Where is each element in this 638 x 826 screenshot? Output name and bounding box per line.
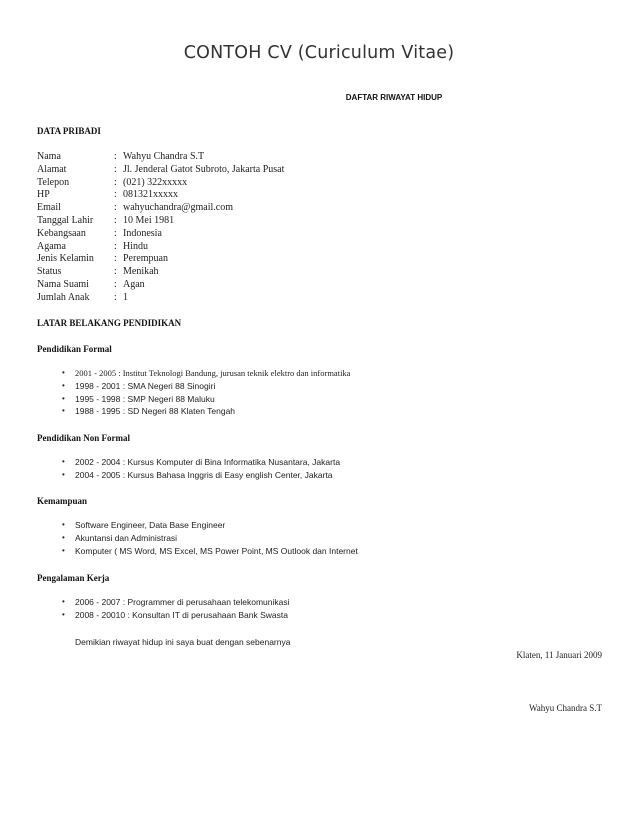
row-label: Jumlah Anak [37, 291, 90, 303]
row-label: Alamat [37, 163, 67, 175]
skills-heading: Kemampuan [37, 496, 88, 506]
bullet-icon: • [62, 597, 65, 606]
bullet-icon: • [62, 406, 65, 416]
row-separator: : [114, 240, 117, 252]
list-item [62, 545, 358, 558]
bullet-icon: • [62, 532, 65, 542]
row-separator: : [114, 214, 117, 226]
list-item [62, 393, 350, 406]
list-item [62, 380, 350, 393]
bullet-icon: • [62, 368, 65, 377]
bullet-icon: • [62, 457, 65, 466]
list-item [62, 596, 290, 609]
personal-row-address [37, 164, 284, 177]
personal-row-mobile [37, 189, 284, 202]
personal-row-phone [37, 177, 284, 190]
list-item-text: 1988 - 1995 : SD Negeri 88 Klaten Tengah [75, 406, 236, 417]
row-label: Nama Suami [37, 278, 89, 290]
list-item-text: 1995 - 1998 : SMP Negeri 88 Maluku [75, 393, 215, 404]
row-value: Perempuan [123, 253, 168, 265]
row-separator: : [114, 266, 117, 278]
row-label: Agama [37, 240, 66, 252]
signature-name: Wahyu Chandra S.T [528, 703, 602, 713]
row-value: Jl. Jenderal Gatot Subroto, Jakarta Pusat [123, 163, 285, 175]
row-label: HP [37, 189, 50, 201]
personal-data-heading: DATA PRIBADI [37, 126, 101, 136]
skills-list [62, 519, 358, 557]
personal-row-status [37, 266, 284, 279]
row-value: Menikah [123, 266, 159, 278]
row-value: 10 Mei 1981 [123, 214, 175, 226]
list-item-text: Akuntansi dan Administrasi [75, 532, 178, 543]
list-item-text: 2006 - 2007 : Programmer di perusahaan telekomunikasi [75, 597, 290, 607]
row-separator: : [114, 202, 117, 214]
formal-education-list [62, 367, 350, 418]
list-item [62, 469, 340, 482]
personal-row-nationality [37, 228, 284, 241]
bullet-icon: • [62, 520, 65, 529]
list-item-text: Komputer ( MS Word, MS Excel, MS Power Point, MS Outlook dan Internet [75, 545, 358, 556]
document-subtitle: DAFTAR RIWAYAT HIDUP [345, 93, 443, 102]
list-item-text: 2008 - 20010 : Konsultan IT di perusahaan Bank Swasta [75, 609, 288, 620]
education-heading: LATAR BELAKANG PENDIDIKAN [37, 318, 182, 328]
list-item [62, 405, 350, 418]
personal-row-birthdate [37, 215, 284, 228]
list-item-text: 2001 - 2005 : Institut Teknologi Bandung, jurusan teknik elektro dan informatika [75, 368, 351, 378]
list-item-text: 2004 - 2005 : Kursus Bahasa Inggris di Easy english Center, Jakarta [75, 469, 333, 480]
row-value: (021) 322xxxxx [123, 176, 188, 188]
experience-heading: Pengalaman Kerja [37, 573, 110, 583]
row-separator: : [114, 189, 117, 201]
row-separator: : [114, 227, 117, 239]
list-item-text: 1998 - 2001 : SMA Negeri 88 Sinogiri [75, 380, 216, 391]
row-value: 081321xxxxx [123, 189, 178, 201]
row-separator: : [114, 151, 117, 162]
personal-row-gender [37, 253, 284, 266]
nonformal-education-heading: Pendidikan Non Formal [37, 433, 131, 443]
list-item [62, 609, 290, 622]
list-item [62, 519, 358, 532]
row-label: Nama [37, 151, 61, 162]
row-value: 1 [123, 291, 128, 303]
row-label: Jenis Kelamin [37, 253, 94, 265]
place-and-date: Klaten, 11 Januari 2009 [516, 650, 602, 660]
nonformal-education-list [62, 456, 340, 482]
row-separator: : [114, 291, 117, 303]
row-separator: : [114, 176, 117, 188]
row-value: Wahyu Chandra S.T [123, 151, 205, 162]
row-value: wahyuchandra@gmail.com [123, 202, 234, 214]
personal-row-email [37, 202, 284, 215]
personal-row-religion [37, 241, 284, 254]
bullet-icon: • [62, 609, 65, 619]
row-label: Telepon [37, 176, 70, 188]
list-item-text: 2002 - 2004 : Kursus Komputer di Bina Informatika Nusantara, Jakarta [75, 457, 341, 467]
page-title: CONTOH CV (Curiculum Vitae) [183, 43, 455, 63]
list-item [62, 532, 358, 545]
bullet-icon: • [62, 393, 65, 403]
bullet-icon: • [62, 380, 65, 390]
list-item [62, 367, 350, 380]
row-value: Indonesia [123, 227, 162, 239]
closing-statement: Demikian riwayat hidup ini saya buat dengan sebenarnya [75, 637, 291, 647]
personal-row-spouse [37, 279, 284, 292]
bullet-icon: • [62, 469, 65, 479]
list-item [62, 456, 340, 469]
row-label: Kebangsaan [37, 227, 86, 239]
personal-data-table [37, 151, 284, 305]
row-value: Agan [123, 278, 145, 290]
row-separator: : [114, 278, 117, 290]
list-item-text: Software Engineer, Data Base Engineer [75, 520, 226, 530]
row-value: Hindu [123, 240, 148, 252]
row-separator: : [114, 253, 117, 265]
personal-row-name [37, 151, 284, 164]
row-label: Email [37, 202, 61, 214]
personal-row-children [37, 292, 284, 305]
row-label: Tanggal Lahir [37, 214, 94, 226]
experience-list [62, 596, 290, 622]
formal-education-heading: Pendidikan Formal [37, 344, 112, 354]
row-label: Status [37, 266, 62, 278]
bullet-icon: • [62, 545, 65, 555]
row-separator: : [114, 163, 117, 175]
